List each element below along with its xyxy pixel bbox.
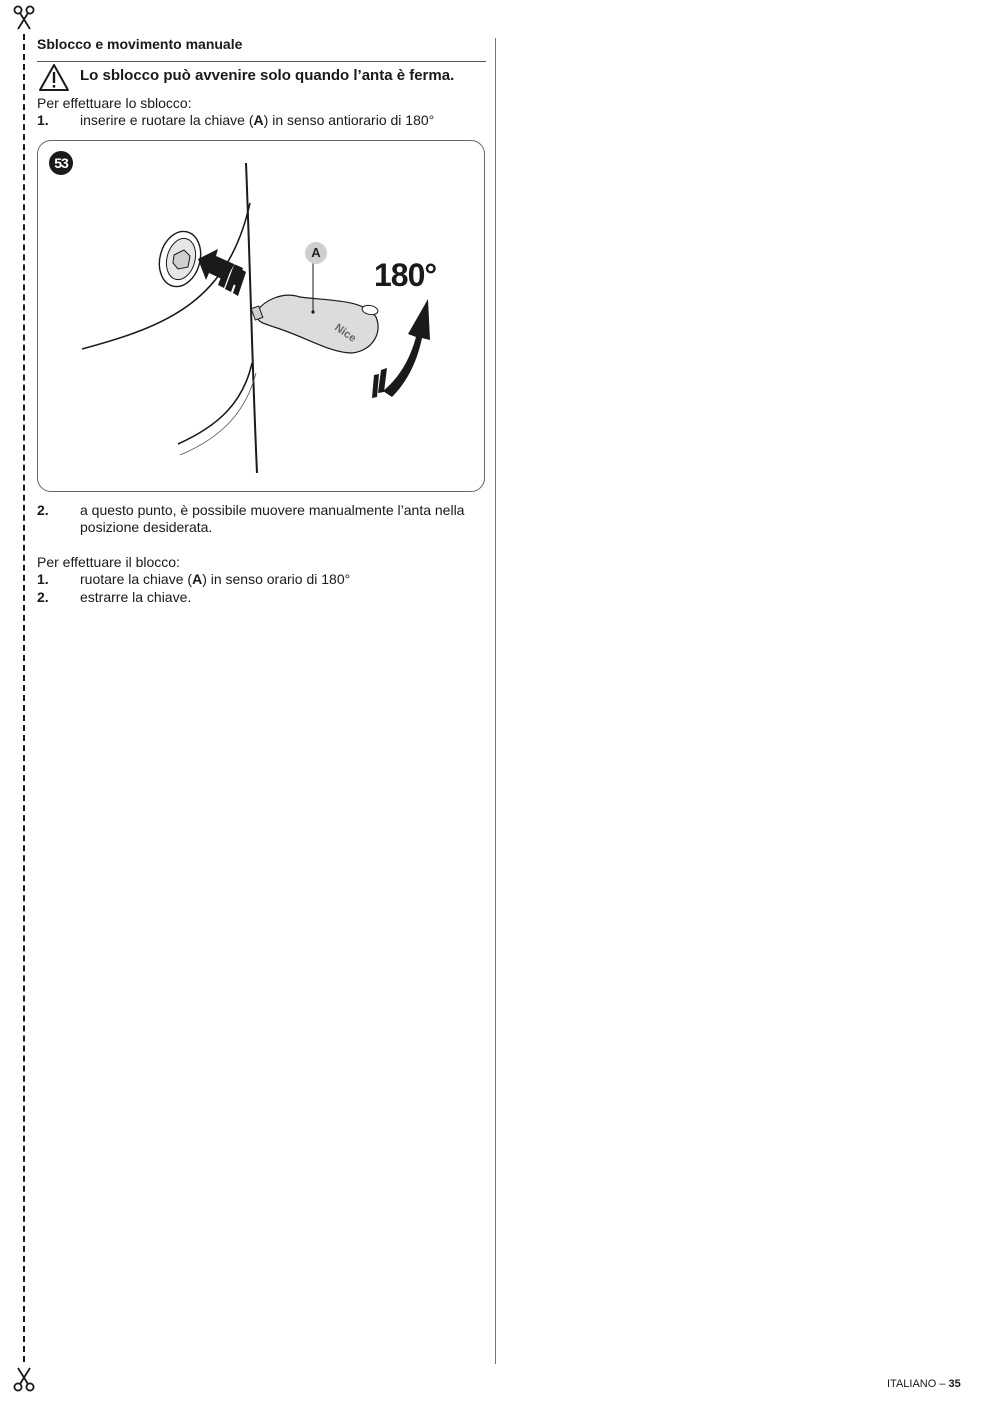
step-number: 2. [37, 502, 49, 518]
cut-line [23, 34, 25, 1362]
key-reference: A [192, 571, 203, 587]
step-text: estrarre la chiave. [80, 589, 192, 605]
lock-intro: Per effettuare il blocco: [37, 554, 180, 570]
key-unlock-illustration [38, 141, 486, 493]
unlock-intro: Per effettuare lo sblocco: [37, 95, 192, 111]
column-divider [495, 38, 496, 1364]
lock-step-1 [37, 571, 487, 588]
unlock-step-2 [37, 502, 487, 536]
unlock-step-1 [37, 112, 487, 129]
rotation-angle-label: 180° [374, 257, 437, 293]
warning-icon [38, 63, 70, 92]
title-rule [37, 61, 486, 62]
callout-a-label: A [305, 242, 327, 264]
scissors-icon [11, 5, 37, 31]
figure-number-badge: 53 [49, 151, 73, 175]
step-number: 1. [37, 571, 49, 587]
step-text: a questo punto, è possibile muovere manualmente l’anta nella posizione desiderata. [80, 502, 465, 535]
page-number: 35 [948, 1378, 961, 1390]
section-title: Sblocco e movimento manuale [37, 36, 243, 52]
scissors-icon [11, 1366, 37, 1392]
key-reference: A [253, 112, 264, 128]
page-footer [887, 1378, 961, 1390]
step-text: inserire e ruotare la chiave (A) in senso antiorario di 180° [80, 112, 435, 128]
lock-step-2 [37, 589, 487, 606]
step-text: ruotare la chiave (A) in senso orario di 180° [80, 571, 351, 587]
figure-53 [37, 140, 485, 492]
step-number: 1. [37, 112, 49, 128]
step-number: 2. [37, 589, 49, 605]
warning-text: Lo sblocco può avvenire solo quando l’anta è ferma. [80, 67, 455, 84]
footer-language: ITALIANO – [887, 1378, 949, 1390]
key-brand-text: Nice [332, 321, 359, 345]
